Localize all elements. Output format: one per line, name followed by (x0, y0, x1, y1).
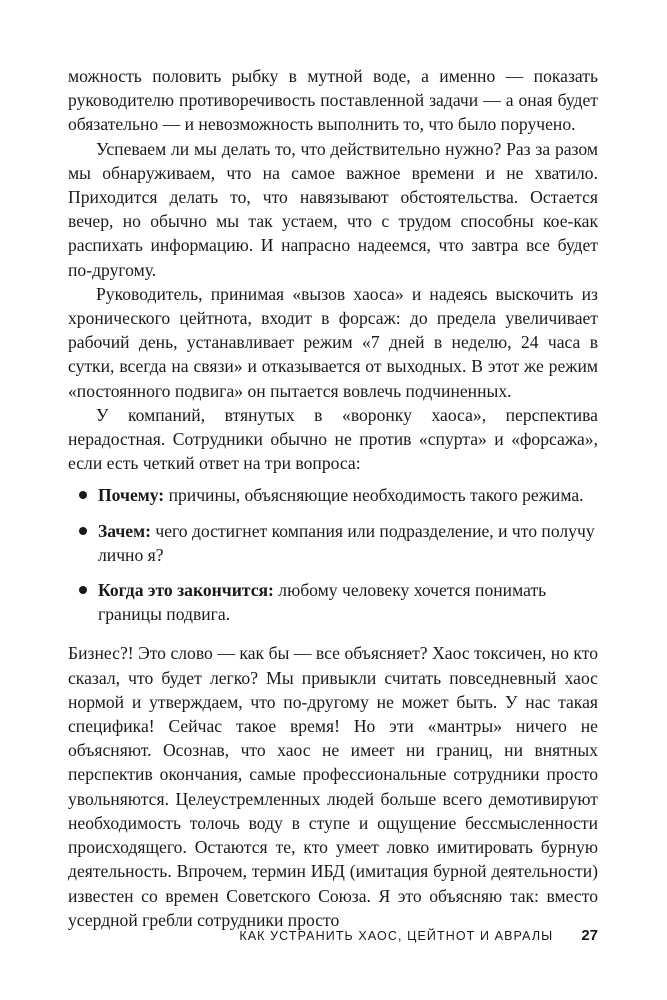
bullet-term: Почему: (98, 485, 165, 506)
list-item (68, 483, 598, 507)
bullet-text: чего достигнет компания или подразделение, и что получу лично я? (98, 520, 595, 565)
bullet-icon (79, 527, 87, 535)
bullet-icon (79, 586, 87, 594)
bullet-term: Зачем: (98, 520, 151, 541)
paragraph: У компаний, втянутых в «воронку хаоса», перспектива нерадостная. Сотрудники обычно не против «спурта» и «форсажа», если есть четкий ответ на три вопроса: (68, 404, 598, 474)
page-footer (68, 927, 598, 953)
paragraph: Бизнес?! Это слово — как бы — все объясняет? Хаос токсичен, но кто сказал, что будет легко? Мы привыкли считать повседневный хаос нормой и утверждаем, что по-другому не может быть. У нас такая специфика! Сейчас такое время! Но эти «мантры» ничего не объясняют. Осознав, что хаос не имеет ни границ, ни внятных перспектив окончания, самые профессиональные сотрудники просто увольняются. Целеустремленных людей больше всего демотивируют необходимость толочь воду в ступе и ощущение бессмысленности происходящего. Остаются те, кто умеет ловко имитировать бурную деятельность. Впрочем, термин ИБД (имитация бурной деятельности) известен со времен Советского Союза. Я это объясняю так: вместо усердной гребли сотрудники просто (68, 643, 598, 930)
bullet-term: Когда это закончится: (98, 580, 274, 601)
paragraph: Руководитель, принимая «вызов хаоса» и надеясь выскочить из хронического цейтнота, входит в форсаж: до предела увеличивает рабочий день, устанавливает режим «7 дней в неделю, 24 часа в сутки, всегда на связи» и отказывается от выходных. В этот же режим «постоянного подвига» он пытается вовлечь подчиненных. (68, 283, 598, 401)
paragraph-continuation: можность половить рыбку в мутной воде, а именно — показать руководителю противоречивость поставленной задачи — а оная будет обязательно — и невозможность выполнить то, что было поручено. (68, 66, 598, 135)
book-page (68, 64, 598, 932)
bullet-icon (79, 491, 87, 499)
paragraph: Успеваем ли мы делать то, что действительно нужно? Раз за разом мы обнаруживаем, что на самое важное времени и не хватило. Приходится делать то, что навязывают обстоятельства. Остается вечер, но обычно мы так устаем, что с трудом способны кое-как распихать информацию. И напрасно надеемся, что завтра все будет по-другому. (68, 138, 598, 280)
running-head: КАК УСТРАНИТЬ ХАОС, ЦЕЙТНОТ И АВРАЛЫ (239, 929, 554, 943)
list-item (68, 519, 598, 567)
list-item (68, 578, 598, 626)
page-number: 27 (581, 927, 598, 944)
bullet-text: причины, объясняющие необходимость такого режима. (164, 485, 584, 506)
bullet-text: любому человеку хочется понимать границы подвига. (98, 580, 547, 625)
bullet-list (68, 483, 598, 626)
